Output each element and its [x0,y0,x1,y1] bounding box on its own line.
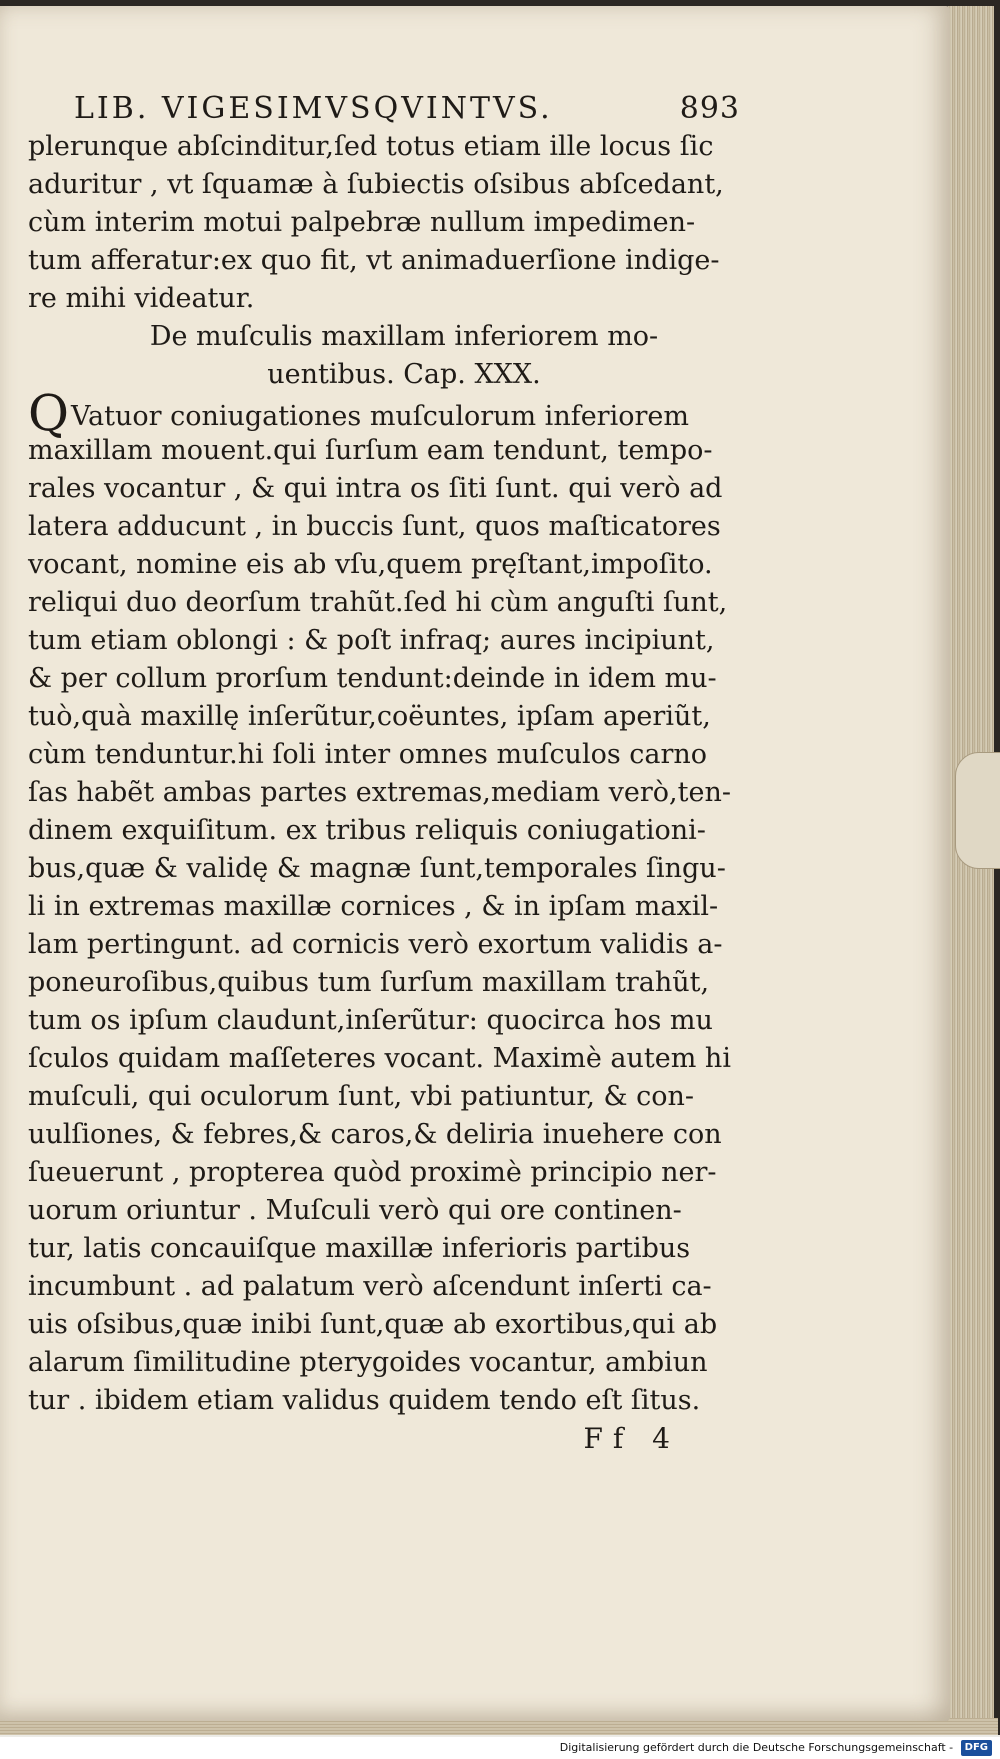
text-block [28,90,740,1458]
text-line: ſculos quidam maſſeteres vocant. Maximè autem hi [28,1043,731,1074]
text-line: uulſiones, & febres,& caros,& deliria inuehere con [28,1119,722,1150]
text-line: dinem exquiſitum. ex tribus reliquis coniugationi- [28,815,706,846]
dfg-logo: DFG [961,1740,992,1756]
signature-mark: Ff 4 [583,1422,680,1455]
text-line: cùm tenduntur.hi ſoli inter omnes muſculos carno [28,739,708,770]
text-line: tum afferatur:ex quo fit, vt animaduerſione indige- [28,245,720,276]
text-line: uis oſsibus,quæ inibi ſunt,quæ ab exortibus,qui ab [28,1309,718,1340]
text-line: vocant, nomine eis ab vſu,quem pręſtant,impoſito. [28,549,713,580]
page-edge-tab [955,752,1000,869]
first-line-text: Vatuor coniugationes muſculorum inferiorem [71,401,689,432]
body-text-after [28,432,740,1420]
body-text-before [28,128,740,318]
running-title: LIB. VIGESIMVSQVINTVS. [74,91,553,126]
text-line: incumbunt . ad palatum verò aſcendunt inſerti ca- [28,1271,712,1302]
text-line: poneuroſibus,quibus tum ſurſum maxillam trahũt, [28,967,710,998]
text-line: plerunque abſcinditur,ſed totus etiam ille locus ſic [28,131,714,162]
text-line: li in extremas maxillæ cornices , & in ipſam maxil- [28,891,719,922]
text-line: lam pertingunt. ad cornicis verò exortum validis a- [28,929,723,960]
credit-text: Digitalisierung gefördert durch die Deutsche Forschungsgemeinschaft - [559,1741,954,1754]
chapter-first-line [28,384,740,442]
book-page [0,6,950,1721]
chapter-title-line1: De muſculis maxillam inferiorem mo- [149,321,659,352]
text-line: muſculi, qui oculorum ſunt, vbi patiuntur, & con- [28,1081,694,1112]
text-line: bus,quæ & validę & magnæ ſunt,temporales ſingu- [28,853,726,884]
text-line: tuò,quà maxillę inſerũtur,coëuntes, ipſam aperiũt, [28,701,711,732]
text-line: tum os ipſum claudunt,inſerũtur: quocirca hos mu [28,1005,713,1036]
text-line: tum etiam oblongi : & poſt infraq; aures incipiunt, [28,625,715,656]
page-number: 893 [679,91,740,126]
text-line: aduritur , vt ſquamæ à ſubiectis oſsibus abſcedant, [28,169,724,200]
text-line: latera adducunt , in buccis ſunt, quos maſticatores [28,511,721,542]
text-line: & per collum prorſum tendunt:deinde in idem mu- [28,663,717,694]
running-header [28,90,740,128]
chapter-title-line2: uentibus. Cap. XXX. [267,359,541,390]
drop-cap: Q [28,384,69,442]
digitization-credit [0,1737,1000,1759]
text-line: tur . ibidem etiam validus quidem tendo eſt ſitus. [28,1385,701,1416]
text-line: reliqui duo deorſum trahũt.ſed hi cùm anguſti ſunt, [28,587,728,618]
text-line: rales vocantur , & qui intra os ſiti ſunt. qui verò ad [28,473,723,504]
text-line: ſueuerunt , propterea quòd proximè principio ner- [28,1157,717,1188]
text-line: alarum ſimilitudine pterygoides vocantur, ambiun [28,1347,708,1378]
text-line: tur, latis concauiſque maxillæ inferioris partibus [28,1233,691,1264]
text-line: uorum oriuntur . Muſculi verò qui ore continen- [28,1195,682,1226]
text-line: re mihi videatur. [28,283,255,314]
text-line: ſas habẽt ambas partes extremas,mediam verò,ten- [28,777,731,808]
text-line: cùm interim motui palpebræ nullum impedimen- [28,207,696,238]
text-line: maxillam mouent.qui ſurſum eam tendunt, tempo- [28,435,713,466]
